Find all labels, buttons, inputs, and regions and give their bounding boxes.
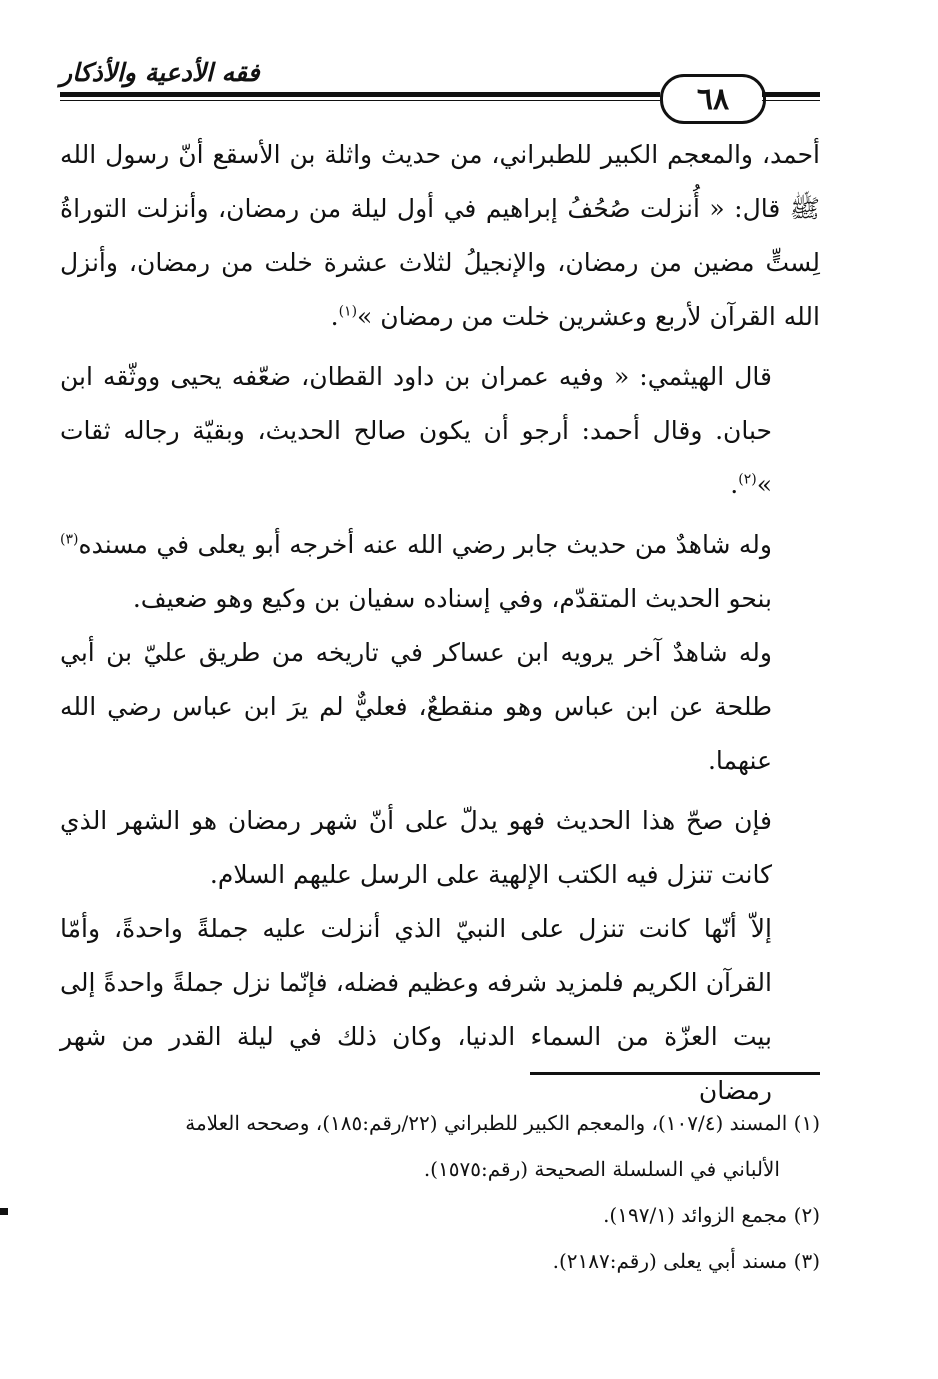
running-header-title: فقه الأدعية والأذكار — [60, 58, 260, 87]
footnote-ref-2: (٢) — [738, 471, 757, 488]
header-rule-right — [762, 92, 820, 97]
footnote-1: (١) المسند (١٠٧/٤)، والمعجم الكبير للطبراني (٢٢/رقم:١٨٥)، وصححه العلامة — [185, 1111, 820, 1135]
header-rule-right-thin — [762, 100, 820, 101]
footnote-3: (٣) مسند أبي يعلى (رقم:٢١٨٧). — [552, 1249, 820, 1273]
footnote-ref-1: (١) — [338, 303, 358, 320]
paragraph-ibn-asakir: وله شاهدٌ آخر يرويه ابن عساكر في تاريخه من طريق عليّ بن أبي طلحة عن ابن عباس وهو منقطعٌ، فعليٌّ لم يرَ ابن عباس رضي الله عنهما. — [60, 638, 772, 775]
paragraph-hadith: أحمد، والمعجم الكبير للطبراني، من حديث واثلة بن الأسقع أنّ رسول الله ﷺ قال: « أُنزلت صُحُفُ إبراهيم في أول ليلة من رمضان، وأنزلت التوراةُ لِستٍّ مضين من رمضان، والإنجيلُ لثلاث عشرة خلت من رمضان، وأنزل الله القرآن لأربع وعشرين خلت من رمضان »$^{(١)}$. — [60, 140, 820, 331]
main-text — [60, 128, 820, 1118]
footnote-2: (٢) مجمع الزوائد (١٩٧/١). — [603, 1203, 820, 1227]
footnotes — [60, 1100, 820, 1284]
paragraph-jabir: وله شاهدٌ من حديث جابر رضي الله عنه أخرجه أبو يعلى في مسنده$^{(٣)}$ بنحو الحديث المتقدّم، وفي إسناده سفيان بن وكيع وهو ضعيف. — [60, 530, 772, 613]
paragraph-haythami: قال الهيثمي: « وفيه عمران بن داود القطان، ضعّفه يحيى ووثّقه ابن حبان. وقال أحمد: أرجو أن يكون صالح الحديث، وبقيّة رجاله ثقات »$^{(٢)}$. — [60, 362, 772, 499]
footnote-separator — [530, 1072, 820, 1075]
header-rule-thin — [60, 100, 660, 101]
paragraph-quran: إلاّ أنّها كانت تنزل على النبيّ الذي أنزلت عليه جملةً واحدةً، وأمّا القرآن الكريم فلمزيد شرفه وعظيم فضله، فإنّما نزل جملةً واحدةً إلى بيت العزّة من السماء الدنيا، وكان ذلك في ليلة القدر من شهر رمضان — [60, 914, 772, 1105]
paragraph-ramadan: فإن صحّ هذا الحديث فهو يدلّ على أنّ شهر رمضان هو الشهر الذي كانت تنزل فيه الكتب الإلهية على الرسل عليهم السلام. — [60, 806, 772, 889]
footnote-1-continued: الألباني في السلسلة الصحيحة (رقم:١٥٧٥). — [423, 1157, 780, 1181]
page-number-badge: ٦٨ — [660, 74, 766, 124]
header-rule — [60, 92, 660, 97]
margin-mark — [0, 1208, 8, 1215]
footnote-ref-3: (٣) — [60, 531, 79, 548]
